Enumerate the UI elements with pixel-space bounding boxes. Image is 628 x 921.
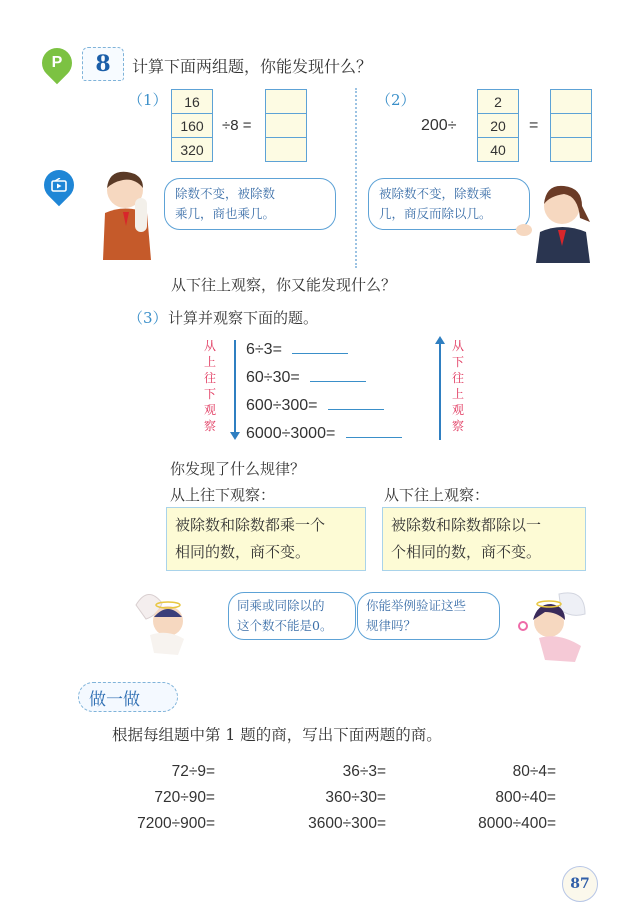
part2-label: （2） [376,91,416,109]
p-letter: P [51,54,63,71]
down-arrow-icon [234,340,236,436]
dividend-cell: 320 [172,138,212,161]
answer-cell[interactable] [551,114,591,138]
practice-col-2: 36÷3= 360÷30= 3600÷300= [308,763,386,832]
answer-cell[interactable] [551,138,591,161]
answer-blank[interactable] [310,381,366,382]
part1-label: （1） [128,91,168,109]
bottom-up-question: 从下往上观察，你又能发现什么？ [171,276,397,294]
answer-cell[interactable] [551,90,591,114]
angel-left-illustration [128,585,203,660]
divider-dotted [355,88,357,268]
up-arrow-icon [439,342,441,440]
answer-blank[interactable] [328,409,384,410]
equation-row: 6÷3= [246,341,348,359]
video-pin-icon[interactable] [38,164,80,206]
divisor-cell: 2 [478,90,518,114]
dividend-cell: 16 [172,90,212,114]
part3-instruction: 计算并观察下面的题。 [168,309,319,327]
bubble-line: 除数不变，被除数 [175,186,276,201]
down-arrowhead-icon [230,432,240,440]
practice-tag: 做一做 [78,682,178,712]
boy-speech-bubble [164,178,336,230]
angel-left-speech-bubble: 同乘或同除以的 这个数不能是0。 [228,592,356,640]
girl-speech-bubble [368,178,530,230]
bubble-line: 几，商反而除以几。 [379,206,492,221]
page-number: 87 [570,876,590,892]
p-pin-icon [36,42,78,84]
bottom-up-label: 从 下 往 上 观 察 [451,339,464,433]
answer-cell[interactable] [266,138,306,161]
practice-instruction: 根据每组题中第 1 题的商，写出下面两题的商。 [112,726,442,744]
practice-col-1: 72÷9= 720÷90= 7200÷900= [137,763,215,832]
part2-equals: = [529,117,539,134]
divisor-cell: 40 [478,138,518,161]
angel-right-speech-bubble: 你能举例验证这些 规律吗？ [357,592,500,640]
divisor-cell: 20 [478,114,518,138]
bubble-line: 乘几，商也乘几。 [175,206,276,221]
dividend-cell: 160 [172,114,212,138]
answer-blank[interactable] [346,437,402,438]
problem-number: 8 [95,51,111,77]
part1-operator: ÷8 = [222,117,252,134]
problem-title: 计算下面两组题，你能发现什么？ [132,57,373,76]
part3-label: （3） [128,309,168,327]
practice-col-3: 80÷4= 800÷40= 8000÷400= [478,763,556,832]
answer-blank[interactable] [292,353,348,354]
answer-cell[interactable] [266,114,306,138]
part2-answers [550,89,592,162]
top-down-rule-box: 被除数和除数都乘一个 相同的数，商不变。 [166,507,366,571]
bubble-line: 被除数不变，除数乘 [379,186,492,201]
top-down-title: 从上往下观察： [170,486,276,504]
problem-number-badge [82,47,124,81]
equation-row: 6000÷3000= [246,425,402,443]
boy-illustration [95,168,165,263]
answer-cell[interactable] [266,90,306,114]
girl-illustration [510,178,600,263]
equation-row: 60÷30= [246,369,366,387]
tv-play-icon [51,178,67,192]
part1-answers [265,89,307,162]
part2-divisors [477,89,519,162]
part2-prefix: 200÷ [421,117,457,134]
bottom-up-title: 从下往上观察： [384,486,490,504]
part1-dividends [171,89,213,162]
angel-right-illustration [515,588,595,666]
top-down-label: 从 上 往 下 观 察 [203,339,216,433]
equation-row: 600÷300= [246,397,384,415]
page-number-badge [562,866,598,902]
bottom-up-rule-box: 被除数和除数都除以一 个相同的数，商不变。 [382,507,586,571]
rule-question: 你发现了什么规律？ [170,460,306,478]
